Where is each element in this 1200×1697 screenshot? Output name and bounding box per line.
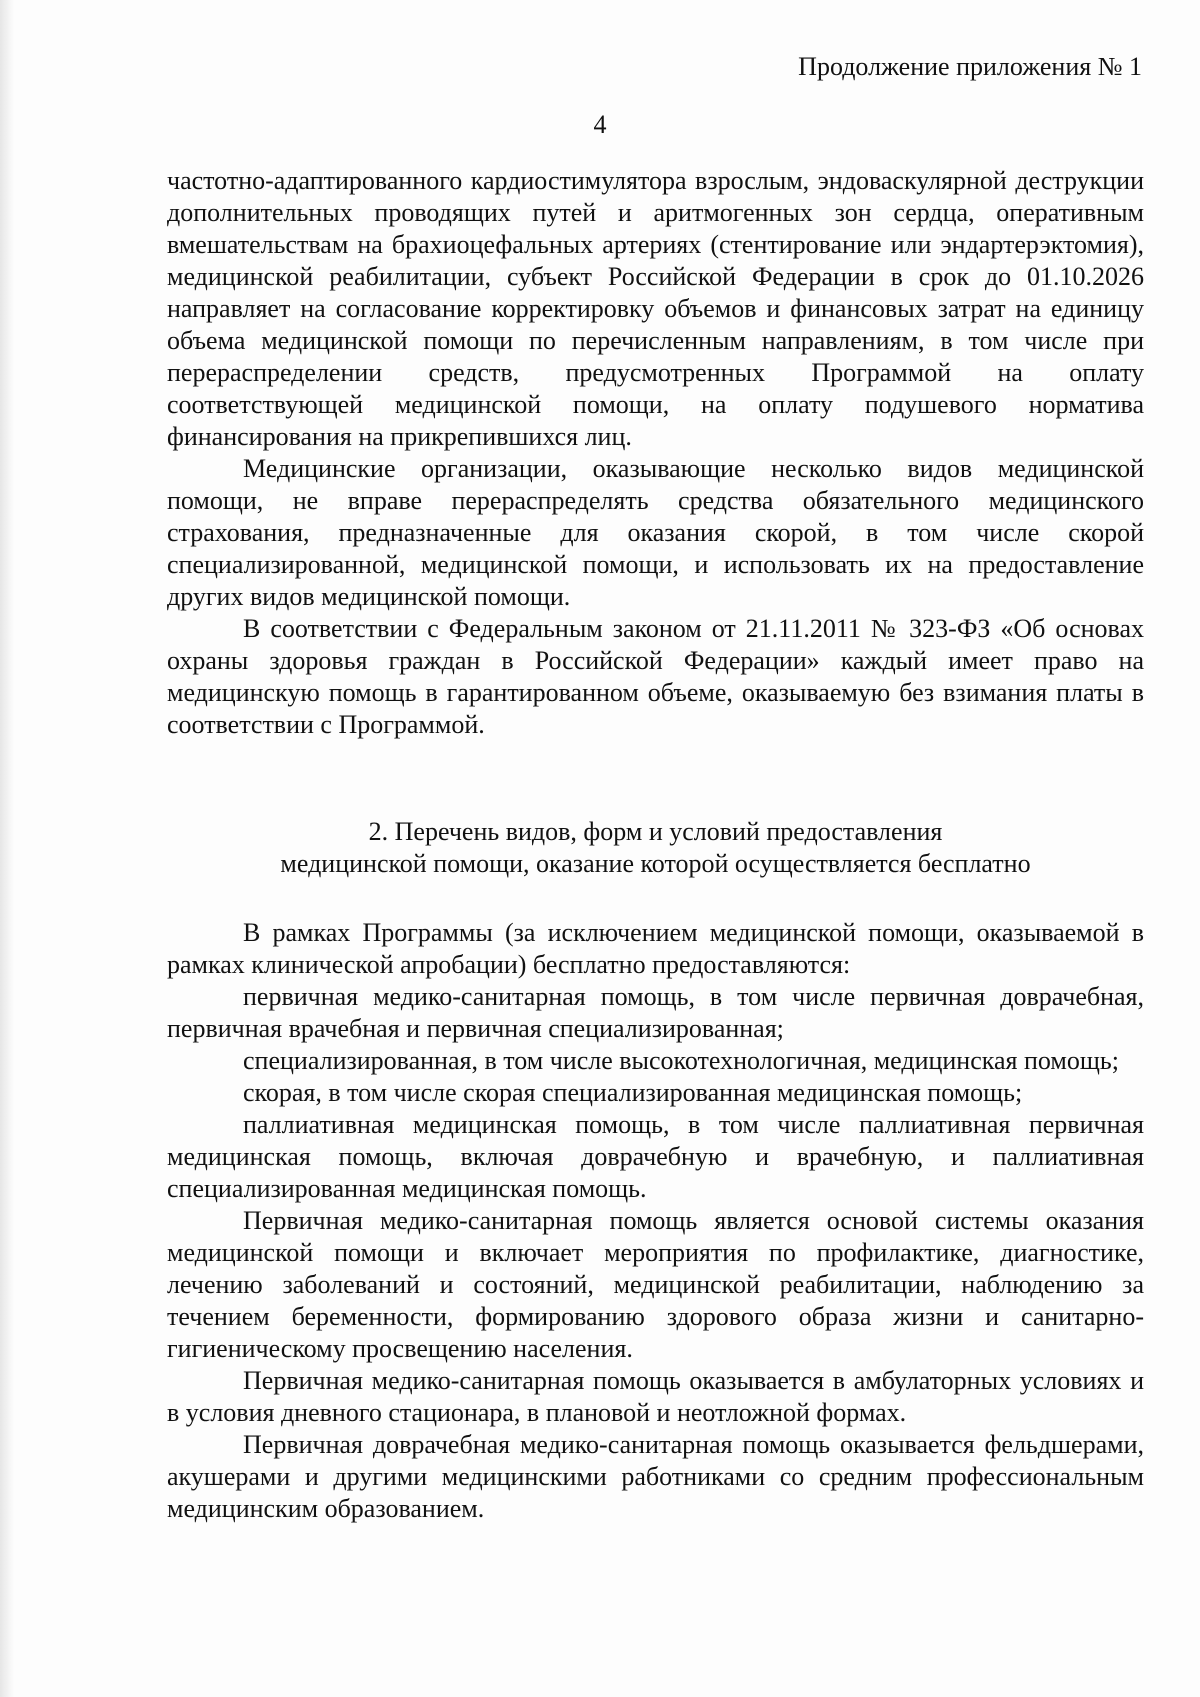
paragraph: Первичная медико-санитарная помощь оказывается в амбулаторных условиях и в условия дневного стационара, в плановой и неотложной формах. (167, 1366, 1144, 1427)
scan-edge-shadow (0, 0, 14, 1697)
paragraph: В рамках Программы (за исключением медицинской помощи, оказываемой в рамках клинической апробации) бесплатно предоставляются: (167, 918, 1144, 979)
section-2-heading-line-2: медицинской помощи, оказание которой осуществляется бесплатно (280, 849, 1031, 878)
paragraph: Первичная доврачебная медико-санитарная помощь оказывается фельдшерами, акушерами и другими медицинскими работниками со средним профессиональным медицинским образованием. (167, 1430, 1144, 1523)
paragraph: Медицинские организации, оказывающие несколько видов медицинской помощи, не вправе перераспределять средства обязательного медицинского страхования, предназначенные для оказания скорой, в том числе скорой специализированной, медицинской помощи, и использовать их на предоставление других видов медицинской помощи. (167, 454, 1144, 611)
list-item: скорая, в том числе скорая специализированная медицинская помощь; (243, 1078, 1023, 1107)
paragraph: Первичная медико-санитарная помощь является основой системы оказания медицинской помощи и включает мероприятия по профилактике, диагностике, лечению заболеваний и состояний, медицинской реабилитации, наблюдению за течением беременности, формированию здорового образа жизни и санитарно-гигиеническому просвещению населения. (167, 1206, 1144, 1363)
section-2-body (167, 917, 1144, 1525)
list-item: специализированная, в том числе высокотехнологичная, медицинская помощь; (243, 1046, 1119, 1075)
paragraph: В соответствии с Федеральным законом от 21.11.2011 № 323-ФЗ «Об основах охраны здоровья граждан в Российской Федерации» каждый имеет право на медицинскую помощь в гарантированном объеме, оказываемую без взимания платы в соответствии с Программой. (167, 614, 1144, 739)
page-number: 4 (593, 110, 607, 139)
section-2-heading (167, 816, 1144, 880)
list-item: первичная медико-санитарная помощь, в том числе первичная доврачебная, первичная врачебная и первичная специализированная; (167, 982, 1144, 1043)
list-item: паллиативная медицинская помощь, в том числе паллиативная первичная медицинская помощь, включая доврачебную и врачебную, и паллиативная специализированная медицинская помощь. (167, 1110, 1144, 1203)
section-2-heading-line-1: 2. Перечень видов, форм и условий предоставления (368, 817, 943, 846)
section-1-continuation (167, 165, 1144, 741)
appendix-continuation-note: Продолжение приложения № 1 (798, 52, 1142, 81)
paragraph: частотно-адаптированного кардиостимулятора взрослым, эндоваскулярной деструкции дополнительных проводящих путей и аритмогенных зон сердца, оперативным вмешательствам на брахиоцефальных артериях (стентирование или эндартерэктомия), медицинской реабилитации, субъект Российской Федерации в срок до 01.10.2026 направляет на согласование корректировку объемов и финансовых затрат на единицу объема медицинской помощи по перечисленным направлениям, в том числе при перераспределении средств, предусмотренных Программой на оплату соответствующей медицинской помощи, на оплату подушевого норматива финансирования на прикрепившихся лиц. (167, 166, 1144, 451)
